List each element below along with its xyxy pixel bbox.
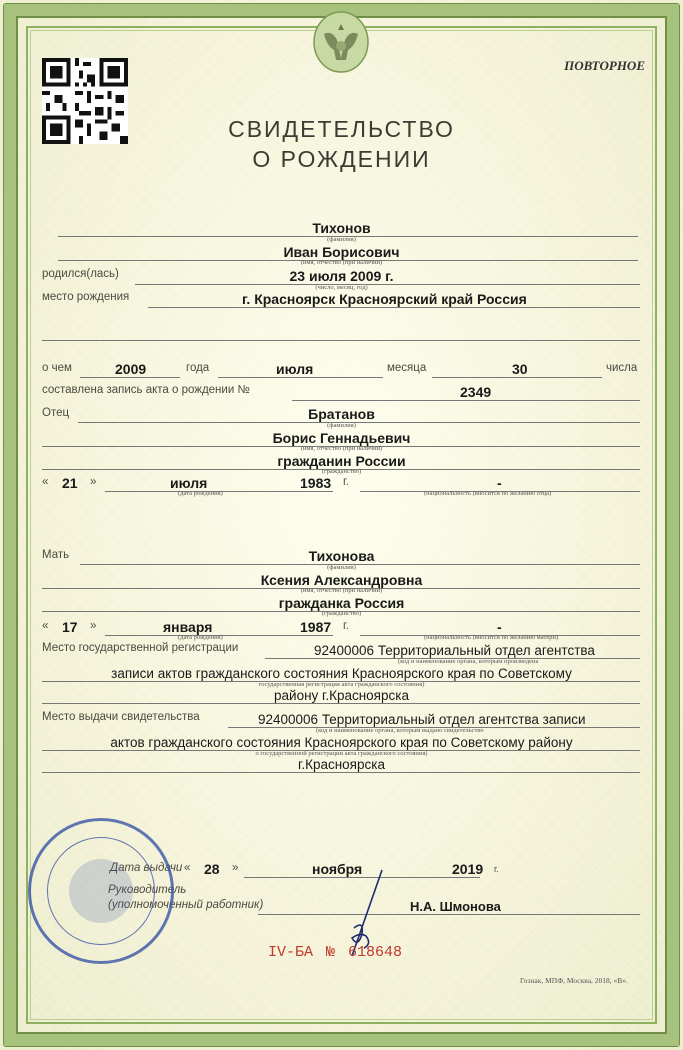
father-dob-month: июля [170,475,208,491]
mother-surname: Тихонова [308,548,375,564]
issue-date-label: Дата выдачи [110,862,183,874]
registration-line-3: району г.Красноярска [274,688,409,703]
father-quote-open: « [42,476,49,488]
form-number-sign: № [326,944,336,961]
mother-name-caption: (имя, отчество (при наличии) [300,587,383,594]
mother-dob-caption: (дата рождения) [178,634,223,641]
mother-quote-close: » [90,620,97,632]
father-surname: Братанов [308,406,375,422]
father-year-suffix: г. [343,476,349,488]
record-month: июля [276,361,314,377]
issue-line-1: 92400006 Территориальный отдел агентства записи [258,712,586,727]
birthplace: г. Красноярск Красноярский край Россия [242,291,527,307]
record-year: 2009 [115,361,147,377]
father-label: Отец [42,407,70,419]
child-surname-caption: (фамилия) [327,236,356,243]
father-name: Борис Геннадьевич [272,430,411,446]
registration-line-2-caption: государственная регистрация акта гражданского состояния) [258,681,425,688]
mother-nationality-caption: (национальность (вносится по желанию матери) [424,634,559,641]
mother-dob-year: 1987 [300,619,332,635]
mother-surname-caption: (фамилия) [327,564,356,571]
mother-nationality: - [497,619,502,635]
day-label: числа [606,362,638,374]
issue-line-3: г.Красноярска [298,757,385,772]
issue-label: Место выдачи свидетельства [42,711,200,723]
year-label: года [186,362,210,374]
signer-name: Н.А. Шмонова [410,899,501,914]
mother-quote-open: « [42,620,49,632]
issue-month: ноября [312,861,363,877]
record-label: составлена запись акта о рождении № [42,384,250,396]
child-name-caption: (имя, отчество (при наличии) [300,259,383,266]
issue-quote-close: » [232,862,239,874]
father-citizenship-caption: (гражданство) [321,468,362,475]
father-nationality-caption: (национальность (вносится по желанию отца) [424,490,552,497]
issue-day: 28 [204,861,220,877]
month-label: месяца [387,362,427,374]
official-stamp [28,818,174,964]
record-number: 2349 [460,384,492,400]
head-label: Руководитель [108,884,187,896]
birthplace-label: место рождения [42,291,130,303]
issue-quote-open: « [184,862,191,874]
document-subtitle: О РОЖДЕНИИ [252,146,431,172]
mother-citizenship: гражданка Россия [278,595,405,611]
form-series: IV-БА [268,944,314,961]
issue-line-2: актов гражданского состояния Красноярского края по Советскому району [110,735,573,750]
mother-dob-day: 17 [62,619,78,635]
birth-date: 23 июля 2009 г. [289,268,394,284]
repeat-mark: ПОВТОРНОЕ [564,58,645,73]
about-label: о чем [42,362,72,374]
printer-imprint: Гознак, МПФ, Москва, 2018, «В». [520,976,628,985]
issue-year-suffix: г. [494,864,499,874]
father-name-caption: (имя, отчество (при наличии) [300,445,383,452]
mother-name: Ксения Александровна [260,572,423,588]
registration-line-1: 92400006 Территориальный отдел агентства [314,643,595,658]
issue-line-2-caption: о государственной регистрации акта гражданского состояния) [255,750,428,757]
mother-year-suffix: г. [343,620,349,632]
coat-of-arms-icon [312,10,370,74]
father-citizenship: гражданин России [277,453,406,469]
father-quote-close: » [90,476,97,488]
issue-line-1-caption: (код и наименование органа, которым выдано свидетельство [316,727,484,734]
born-label: родился(лась) [42,268,119,280]
father-dob-caption: (дата рождения) [178,490,223,497]
mother-citizenship-caption: (гражданство) [321,610,362,617]
father-dob-year: 1983 [300,475,332,491]
mother-label: Мать [42,549,70,561]
issue-year: 2019 [452,861,484,877]
record-day: 30 [512,361,528,377]
registration-line-1-caption: (код и наименование органа, которым произведена [398,658,539,665]
document-title: СВИДЕТЕЛЬСТВО [228,116,455,142]
child-name: Иван Борисович [283,244,400,260]
form-number: 618648 [348,944,403,961]
child-surname: Тихонов [312,220,371,236]
birth-date-caption: (число, месяц, год) [315,284,368,291]
registration-label: Место государственной регистрации [42,642,239,654]
father-nationality: - [497,475,502,491]
registration-line-2: записи актов гражданского состояния Красноярского края по Советскому [111,666,572,681]
father-dob-day: 21 [62,475,78,491]
head-label-2: (уполномоченный работник) [108,899,264,911]
mother-dob-month: января [163,619,213,635]
father-surname-caption: (фамилия) [327,422,356,429]
